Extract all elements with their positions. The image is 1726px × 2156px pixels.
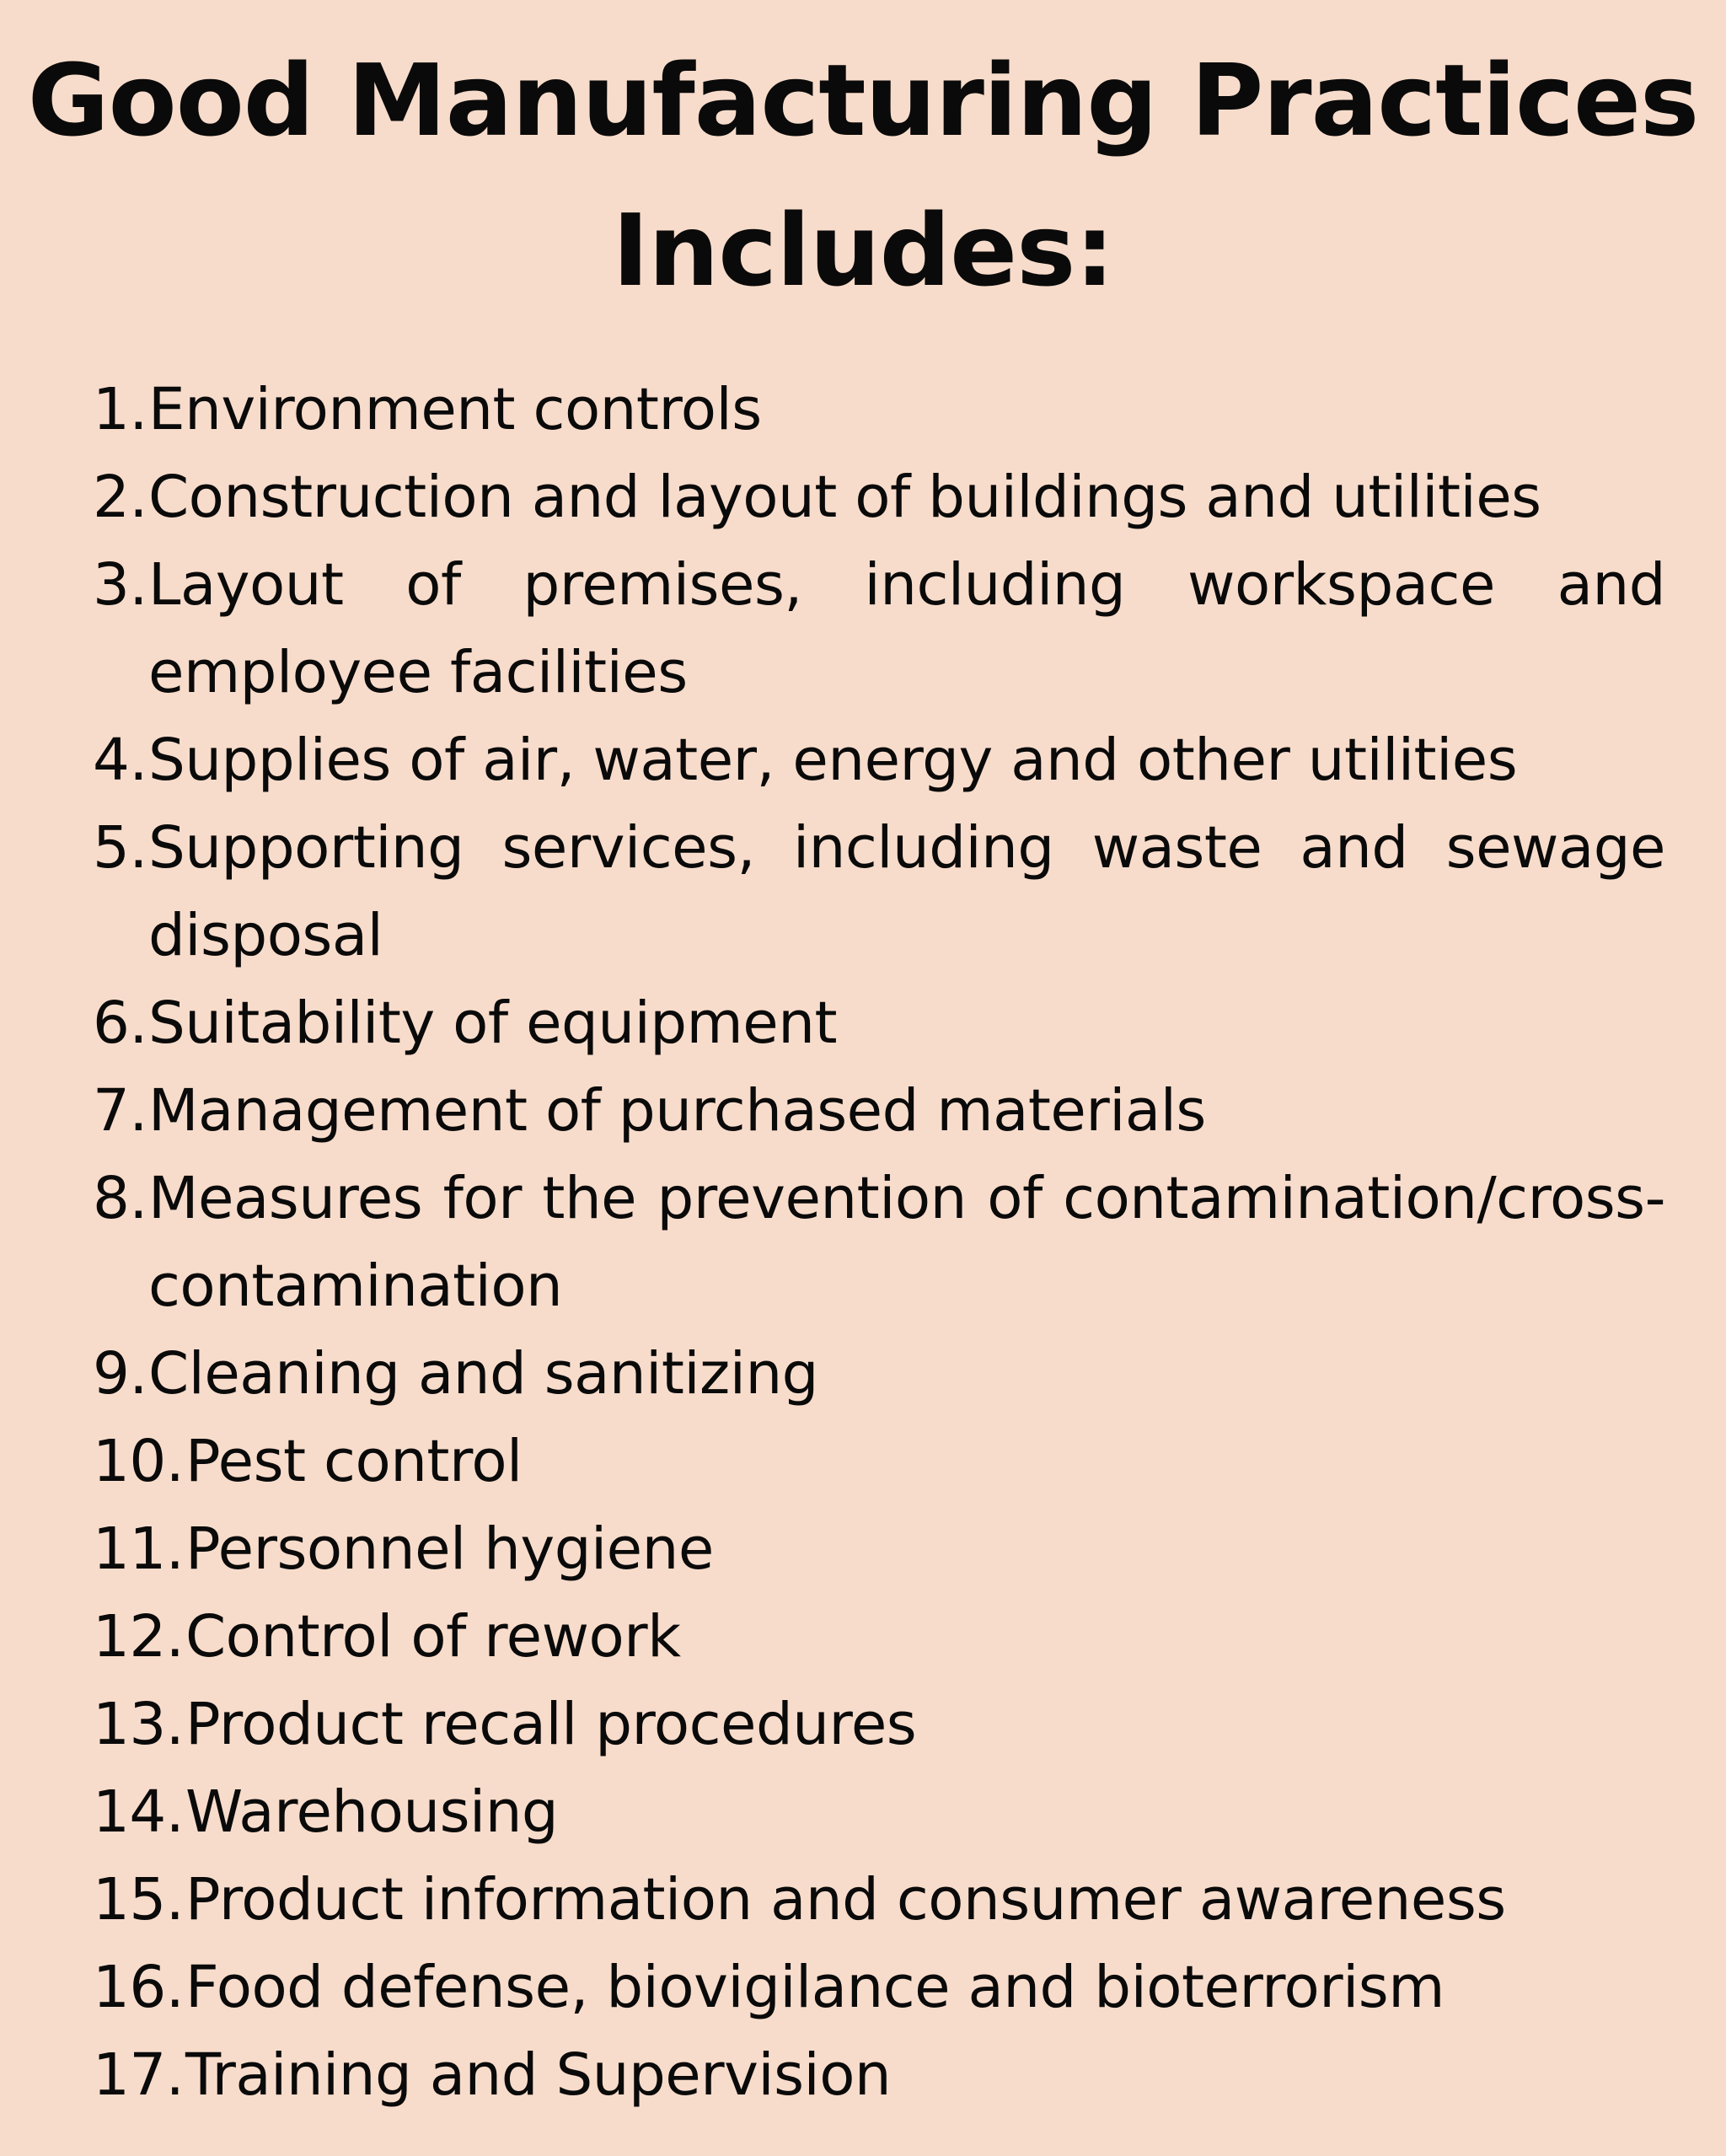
list-item-number: 15. — [93, 1866, 185, 1933]
list-item-text: Supplies of air, water, energy and other utilities — [148, 727, 1518, 794]
list-item-text: Personnel hygiene — [185, 1515, 714, 1583]
list-item — [93, 1944, 1665, 2031]
title-line-1: Good Manufacturing Practices — [27, 42, 1699, 158]
practices-list — [93, 366, 1665, 2119]
list-item-number: 2. — [93, 464, 147, 531]
list-item — [93, 716, 1665, 804]
list-item — [93, 1330, 1665, 1418]
list-item — [93, 1155, 1665, 1330]
list-item-text: Warehousing — [185, 1778, 559, 1846]
list-item — [93, 1505, 1665, 1593]
list-item-text: Cleaning and sanitizing — [148, 1340, 818, 1408]
list-item-text: Environment controls — [148, 376, 762, 443]
list-item — [93, 804, 1665, 979]
list-item-text: Product recall procedures — [185, 1691, 917, 1758]
list-item-text: Supporting services, including waste and sewage disposal — [148, 814, 1665, 969]
title-line-2: Includes: — [612, 192, 1114, 308]
list-item-number: 9. — [93, 1340, 147, 1408]
list-item — [93, 2031, 1665, 2119]
list-item-text: Measures for the prevention of contamination/cross-contamination — [148, 1165, 1665, 1320]
list-item-text: Pest control — [185, 1428, 523, 1495]
list-item — [93, 541, 1665, 716]
list-item-number: 4. — [93, 727, 147, 794]
list-item — [93, 1768, 1665, 1856]
list-item-number: 7. — [93, 1077, 147, 1145]
list-item-number: 5. — [93, 814, 147, 882]
list-item — [93, 453, 1665, 541]
list-item-number: 16. — [93, 1954, 185, 2021]
page-title — [0, 25, 1726, 325]
list-item-text: Management of purchased materials — [148, 1077, 1206, 1145]
list-item-number: 12. — [93, 1603, 185, 1671]
list-item-text: Construction and layout of buildings and utilities — [148, 464, 1541, 531]
list-item-text: Layout of premises, including workspace and employee facilities — [148, 551, 1665, 706]
list-item — [93, 1067, 1665, 1155]
list-item-text: Product information and consumer awareness — [185, 1866, 1506, 1933]
list-item — [93, 1593, 1665, 1681]
list-item-number: 10. — [93, 1428, 185, 1495]
list-item-number: 3. — [93, 551, 147, 619]
list-item-number: 13. — [93, 1691, 185, 1758]
list-item-text: Food defense, biovigilance and bioterrorism — [185, 1954, 1445, 2021]
list-item-number: 17. — [93, 2041, 185, 2109]
list-item-number: 6. — [93, 990, 147, 1057]
list-item-text: Control of rework — [185, 1603, 681, 1671]
list-item-text: Training and Supervision — [185, 2041, 892, 2109]
list-item — [93, 979, 1665, 1067]
list-item — [93, 1681, 1665, 1768]
list-item-number: 11. — [93, 1515, 185, 1583]
list-item — [93, 1418, 1665, 1505]
list-item-number: 8. — [93, 1165, 147, 1232]
list-item — [93, 366, 1665, 453]
list-item-number: 1. — [93, 376, 147, 443]
list-item-text: Suitability of equipment — [148, 990, 838, 1057]
list-item-number: 14. — [93, 1778, 185, 1846]
list-item — [93, 1856, 1665, 1944]
